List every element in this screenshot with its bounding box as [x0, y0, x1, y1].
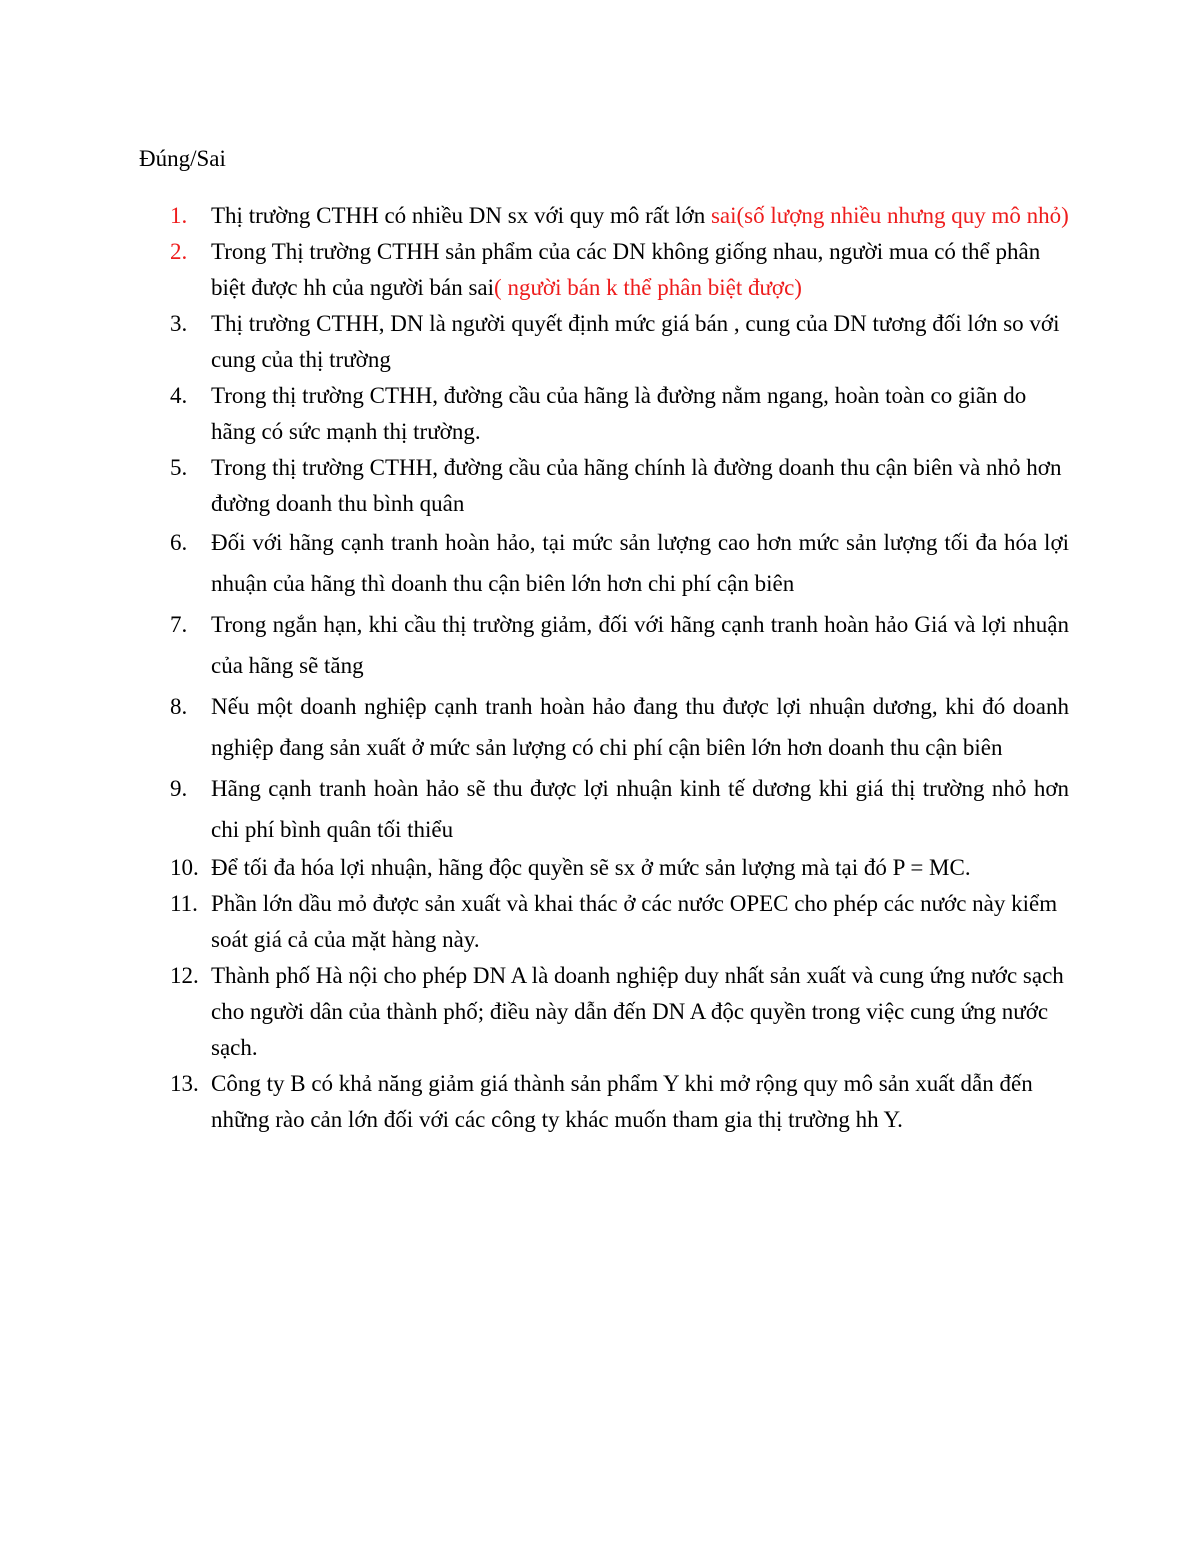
question-text: Trong Thị trường CTHH sản phẩm của các DN không giống nhau, người mua có thể phân biệt được hh của người bán sai — [211, 239, 1041, 300]
question-item-3 — [139, 306, 1069, 378]
question-item-4 — [139, 378, 1069, 450]
question-text: Trong ngắn hạn, khi cầu thị trường giảm, đối với hãng cạnh tranh hoàn hảo Giá và lợi nhuận của hãng sẽ tăng — [211, 612, 1069, 678]
question-text: Trong thị trường CTHH, đường cầu của hãng là đường nằm ngang, hoàn toàn co giãn do hãng có sức mạnh thị trường. — [211, 383, 1027, 444]
question-number: 13. — [170, 1071, 199, 1096]
question-item-6 — [139, 522, 1069, 604]
question-item-12 — [139, 958, 1069, 1066]
answer-text: sai(số lượng nhiều nhưng quy mô nhỏ) — [710, 203, 1069, 228]
question-number: 6. — [170, 530, 188, 555]
question-text: Trong thị trường CTHH, đường cầu của hãng chính là đường doanh thu cận biên và nhỏ hơn đường doanh thu bình quân — [211, 455, 1062, 516]
question-number: 3. — [170, 311, 188, 336]
question-number: 9. — [170, 776, 188, 801]
question-text: Hãng cạnh tranh hoàn hảo sẽ thu được lợi nhuận kinh tế dương khi giá thị trường nhỏ hơn chi phí bình quân tối thiểu — [211, 776, 1069, 842]
question-text: Thành phố Hà nội cho phép DN A là doanh nghiệp duy nhất sản xuất và cung ứng nước sạch cho người dân của thành phố; điều này dẫn đến DN A độc quyền trong việc cung ứng nước sạch. — [211, 963, 1064, 1060]
question-number: 5. — [170, 455, 188, 480]
question-number: 10. — [170, 855, 199, 880]
question-item-5 — [139, 450, 1069, 522]
question-text: Phần lớn dầu mỏ được sản xuất và khai thác ở các nước OPEC cho phép các nước này kiểm soát giá cả của mặt hàng này. — [211, 891, 1058, 952]
question-number: 12. — [170, 963, 199, 988]
question-text: Thị trường CTHH có nhiều DN sx với quy mô rất lớn — [211, 203, 711, 228]
question-number: 2. — [170, 239, 188, 264]
question-text: Công ty B có khả năng giảm giá thành sản phẩm Y khi mở rộng quy mô sản xuất dẫn đến những rào cản lớn đối với các công ty khác muốn tham gia thị trường hh Y. — [211, 1071, 1033, 1132]
question-text: Để tối đa hóa lợi nhuận, hãng độc quyền sẽ sx ở mức sản lượng mà tại đó P = MC. — [211, 855, 971, 880]
question-item-2 — [139, 234, 1069, 306]
question-text: Đối với hãng cạnh tranh hoàn hảo, tại mức sản lượng cao hơn mức sản lượng tối đa hóa lợi nhuận của hãng thì doanh thu cận biên lớn hơn chi phí cận biên — [211, 530, 1069, 596]
question-item-9 — [139, 768, 1069, 850]
question-number: 11. — [170, 891, 198, 916]
question-list — [139, 198, 1069, 1138]
question-item-10 — [139, 850, 1069, 886]
question-item-1 — [139, 198, 1069, 234]
question-number: 4. — [170, 383, 188, 408]
question-number: 8. — [170, 694, 188, 719]
answer-text: ( người bán k thể phân biệt được) — [494, 275, 802, 300]
document-heading: Đúng/Sai — [139, 146, 226, 171]
question-item-13 — [139, 1066, 1069, 1138]
question-text: Nếu một doanh nghiệp cạnh tranh hoàn hảo đang thu được lợi nhuận dương, khi đó doanh nghiệp đang sản xuất ở mức sản lượng có chi phí cận biên lớn hơn doanh thu cận biên — [211, 694, 1069, 760]
question-number: 1. — [170, 203, 188, 228]
question-item-7 — [139, 604, 1069, 686]
question-text: Thị trường CTHH, DN là người quyết định mức giá bán , cung của DN tương đối lớn so với cung của thị trường — [211, 311, 1060, 372]
question-item-11 — [139, 886, 1069, 958]
question-item-8 — [139, 686, 1069, 768]
question-number: 7. — [170, 612, 188, 637]
